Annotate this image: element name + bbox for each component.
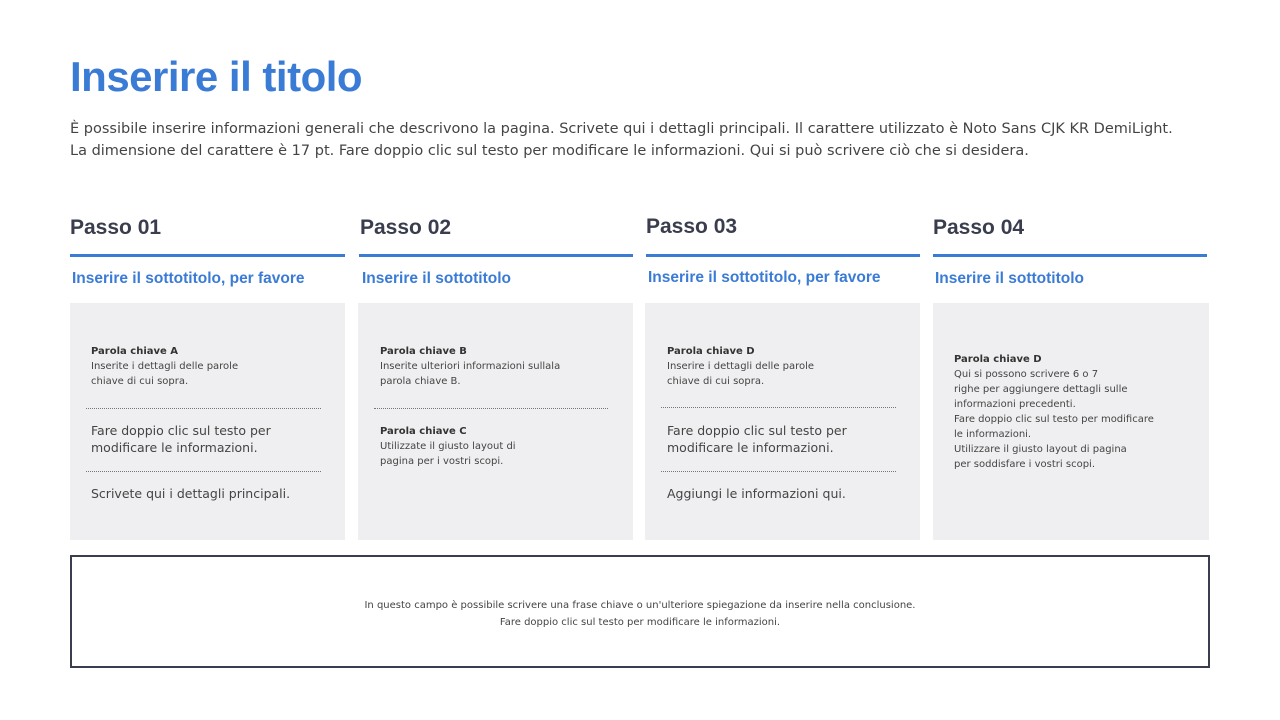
step-2-card [358, 303, 633, 540]
step-2-keyword2-text[interactable]: Utilizzate il giusto layout di pagina per i vostri scopi. [380, 441, 516, 467]
step-3-card [645, 303, 920, 540]
conclusion-text[interactable] [72, 597, 1208, 631]
step-4-keyword-text[interactable]: Qui si possono scrivere 6 o 7 righe per aggiungere dettagli sulle informazioni precedenti. Fare doppio clic sul testo per modificare le informazioni. Utilizzare il giusto layout di pagina per soddisfare i vostri scopi. [954, 369, 1154, 470]
step-2-title[interactable]: Passo 02 [360, 216, 452, 239]
step-2-keyword-text[interactable]: Inserite ulteriori informazioni sullala parola chiave B. [380, 361, 561, 387]
step-3-subtitle[interactable]: Inserire il sottotitolo, per favore [648, 269, 881, 286]
step-4-title[interactable]: Passo 04 [933, 216, 1025, 239]
step-2-keyword-title[interactable]: Parola chiave B [380, 346, 467, 357]
divider [86, 471, 321, 472]
page-title[interactable]: Inserire il titolo [70, 53, 363, 100]
step-3-keyword-title[interactable]: Parola chiave D [667, 346, 755, 357]
divider [661, 407, 896, 408]
step-4-subtitle[interactable]: Inserire il sottotitolo [935, 270, 1084, 287]
step-1-subtitle[interactable]: Inserire il sottotitolo, per favore [72, 270, 305, 287]
divider [86, 408, 321, 409]
conclusion-line-1[interactable]: In questo campo è possibile scrivere una frase chiave o un'ulteriore spiegazione da inserire nella conclusione. [364, 600, 916, 611]
step-2-subtitle[interactable]: Inserire il sottotitolo [362, 270, 511, 287]
step-2-keyword2-title[interactable]: Parola chiave C [380, 426, 467, 437]
step-4-card [933, 303, 1209, 540]
step-2-rule [359, 254, 633, 257]
step-3-block-3[interactable]: Aggiungi le informazioni qui. [667, 486, 846, 501]
page-intro[interactable]: È possibile inserire informazioni generali che descrivono la pagina. Scrivete qui i dettagli principali. Il carattere utilizzato è Noto Sans CJK KR DemiLight. La dimensione del carattere è 17 pt. Fare doppio clic sul testo per modificare le informazioni. Qui si può scrivere ciò che si desidera. [70, 121, 1173, 159]
step-3-rule [646, 254, 920, 257]
divider [374, 408, 608, 409]
step-1-keyword-title[interactable]: Parola chiave A [91, 346, 179, 357]
step-3-block-2[interactable]: Fare doppio clic sul testo per modificare le informazioni. [667, 423, 847, 455]
step-4-rule [933, 254, 1207, 257]
conclusion-line-2[interactable]: Fare doppio clic sul testo per modificare le informazioni. [499, 617, 781, 628]
step-1-block-2[interactable]: Fare doppio clic sul testo per modificare le informazioni. [91, 423, 271, 455]
step-4-keyword-title[interactable]: Parola chiave D [954, 354, 1042, 365]
step-3-keyword-text[interactable]: Inserire i dettagli delle parole chiave di cui sopra. [667, 361, 815, 387]
step-1-keyword-text[interactable]: Inserite i dettagli delle parole chiave di cui sopra. [91, 361, 239, 387]
step-1-rule [70, 254, 345, 257]
conclusion-box [70, 555, 1210, 668]
step-1-title[interactable]: Passo 01 [70, 216, 162, 239]
divider [661, 471, 896, 472]
step-1-card [70, 303, 345, 540]
step-3-title[interactable]: Passo 03 [646, 215, 738, 238]
step-1-block-3[interactable]: Scrivete qui i dettagli principali. [91, 486, 291, 501]
